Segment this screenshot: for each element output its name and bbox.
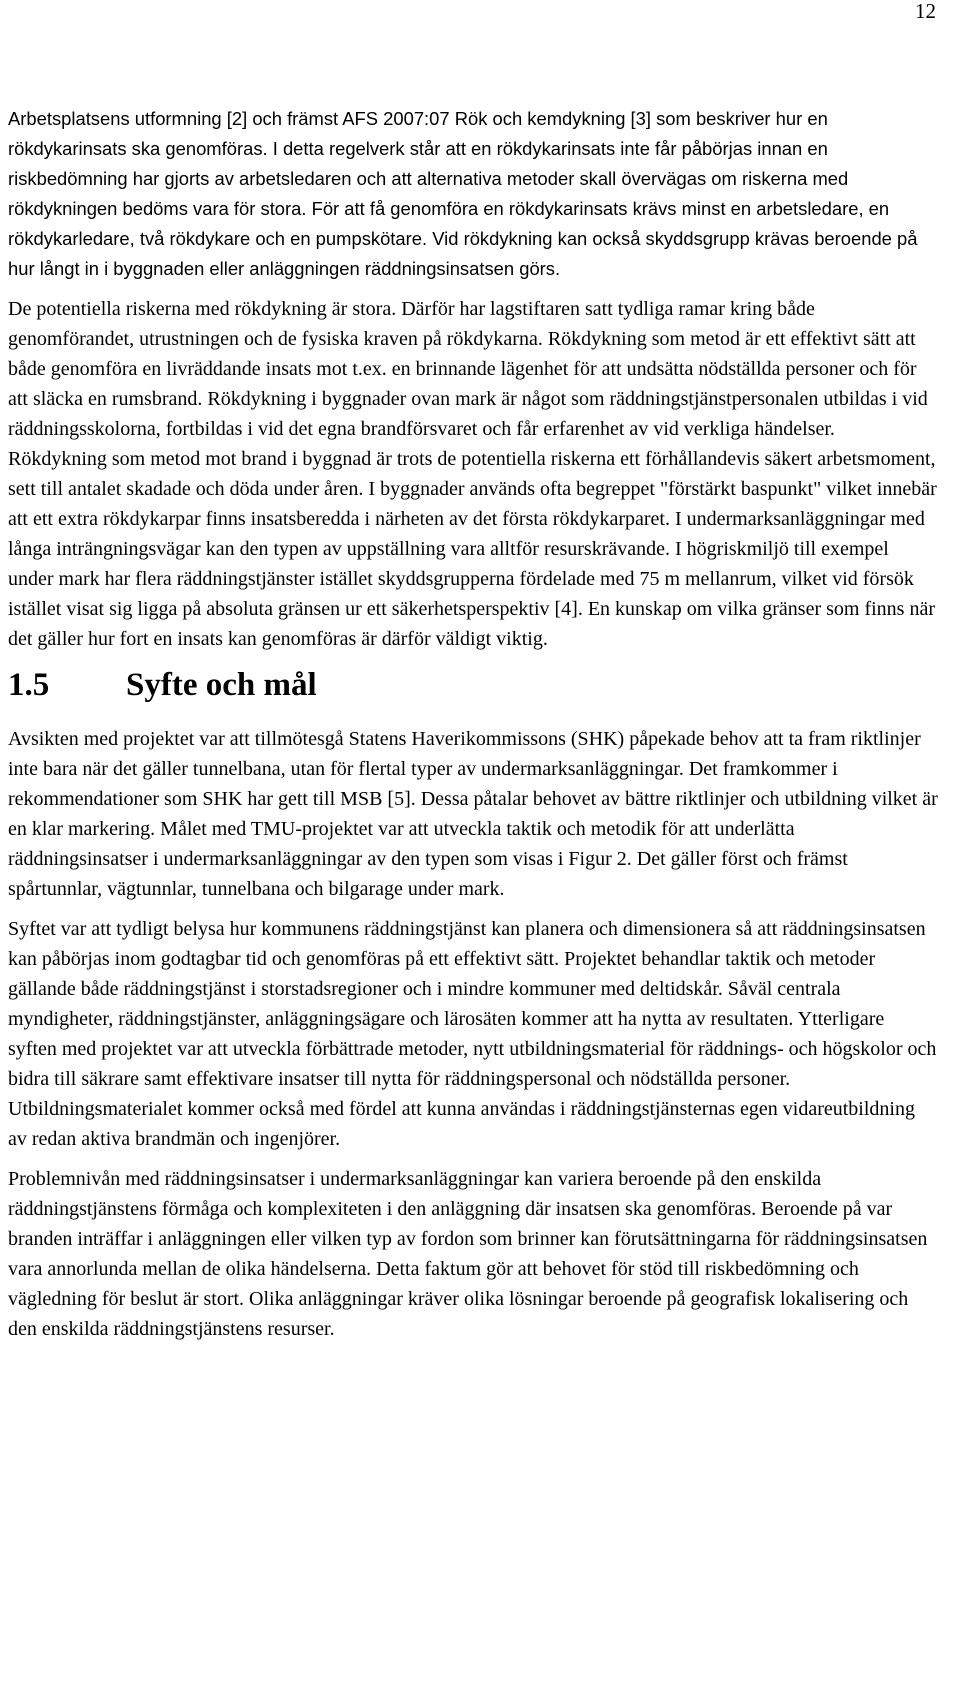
body-paragraph: Avsikten med projektet var att tillmötesgå Statens Haverikommissons (SHK) påpekade behov att ta fram riktlinjer inte bara när det gäller tunnelbana, utan för flertal typer av undermarksanläggningar. Det framkommer i rekommendationer som SHK har gett till MSB [5]. Dessa påtalar behovet av bättre riktlinjer och utbildning vilket är en klar markering. Målet med TMU-projektet var att utveckla taktik och metodik för att underlätta räddningsinsatser i undermarksanläggningar av den typen som visas i Figur 2. Det gäller först och främst spårtunnlar, vägtunnlar, tunnelbana och bilgarage under mark. [8,728,938,900]
body-paragraph: Syftet var att tydligt belysa hur kommunens räddningstjänst kan planera och dimensionera så att räddningsinsatsen kan påbörjas inom godtagbar tid och genomföras på ett effektivt sätt. Projektet behandlar taktik och metoder gällande både räddningstjänst i storstadsregioner och i mindre kommuner med deltidskår. Såväl centrala myndigheter, räddningstjänster, anläggningsägare och lärosäten kommer att ha nytta av resultaten. Ytterligare syften med projektet var att utveckla förbättrade metoder, nytt utbildningsmaterial för räddnings- och högskolor och bidra till säkrare samt effektivare insatser till nytta för räddningspersonal och nödställda personer. Utbildningsmaterialet kommer också med fördel att kunna användas i räddningstjänsternas egen vidareutbildning av redan aktiva brandmän och ingenjörer. [8,918,937,1150]
body-paragraph: Problemnivån med räddningsinsatser i undermarksanläggningar kan variera beroende på den enskilda räddningstjänstens förmåga och komplexiteten i den anläggning där insatsen ska genomföras. Beroende på var branden inträffar i anläggningen eller vilken typ av fordon som brinner kan förutsättningarna för räddningsinsatsen vara annorlunda mellan de olika händelserna. Detta faktum gör att behovet för stöd till riskbedömning och vägledning för beslut är stort. Olika anläggningar kräver olika lösningar beroende på geografisk lokalisering och den enskilda räddningstjänstens resurser. [8,1168,928,1340]
section-title: Syfte och mål [126,667,317,703]
document-body [8,104,938,1354]
section-heading [8,664,938,706]
body-paragraph: Arbetsplatsens utformning [2] och främst AFS 2007:07 Rök och kemdykning [3] som beskriver hur en rökdykarinsats ska genomföras. I detta regelverk står att en rökdykarinsats inte får påbörjas innan en riskbedömning har gjorts av arbetsledaren och att alternativa metoder skall övervägas om riskerna med rökdykningen bedöms vara för stora. För att få genomföra en rökdykarinsats krävs minst en arbetsledare, en rökdykarledare, två rökdykare och en pumpskötare. Vid rökdykning kan också skyddsgrupp krävas beroende på hur långt in i byggnaden eller anläggningen räddningsinsatsen görs. [8,108,918,279]
section-number: 1.5 [8,667,50,703]
body-paragraph: De potentiella riskerna med rökdykning är stora. Därför har lagstiftaren satt tydliga ramar kring både genomförandet, utrustningen och de fysiska kraven på rökdykarna. Rökdykning som metod är ett effektivt sätt att både genomföra en livräddande insats mot t.ex. en brinnande lägenhet för att undsätta nödställda personer och för att släcka en rumsbrand. Rökdykning i byggnader ovan mark är något som räddningstjänstpersonalen utbildas i vid räddningsskolorna, fortbildas i vid det egna brandförsvaret och får erfarenhet av vid verkliga händelser. Rökdykning som metod mot brand i byggnad är trots de potentiella riskerna ett förhållandevis säkert arbetsmoment, sett till antalet skadade och döda under åren. I byggnader används ofta begreppet "förstärkt baspunkt" vilket innebär att ett extra rökdykarpar finns insatsberedda i närheten av det första rökdykarparet. I undermarksanläggningar med långa inträngningsvägar kan den typen av uppställning vara alltför resurskrävande. I högriskmiljö till exempel under mark har flera räddningstjänster istället skyddsgrupperna fördelade med 75 m mellanrum, vilket vid försök istället visat sig ligga på absoluta gränsen ur ett säkerhetsperspektiv [4]. En kunskap om vilka gränser som finns när det gäller hur fort en insats kan genomföras är därför väldigt viktig. [8,298,937,650]
page-number: 12 [915,0,936,23]
